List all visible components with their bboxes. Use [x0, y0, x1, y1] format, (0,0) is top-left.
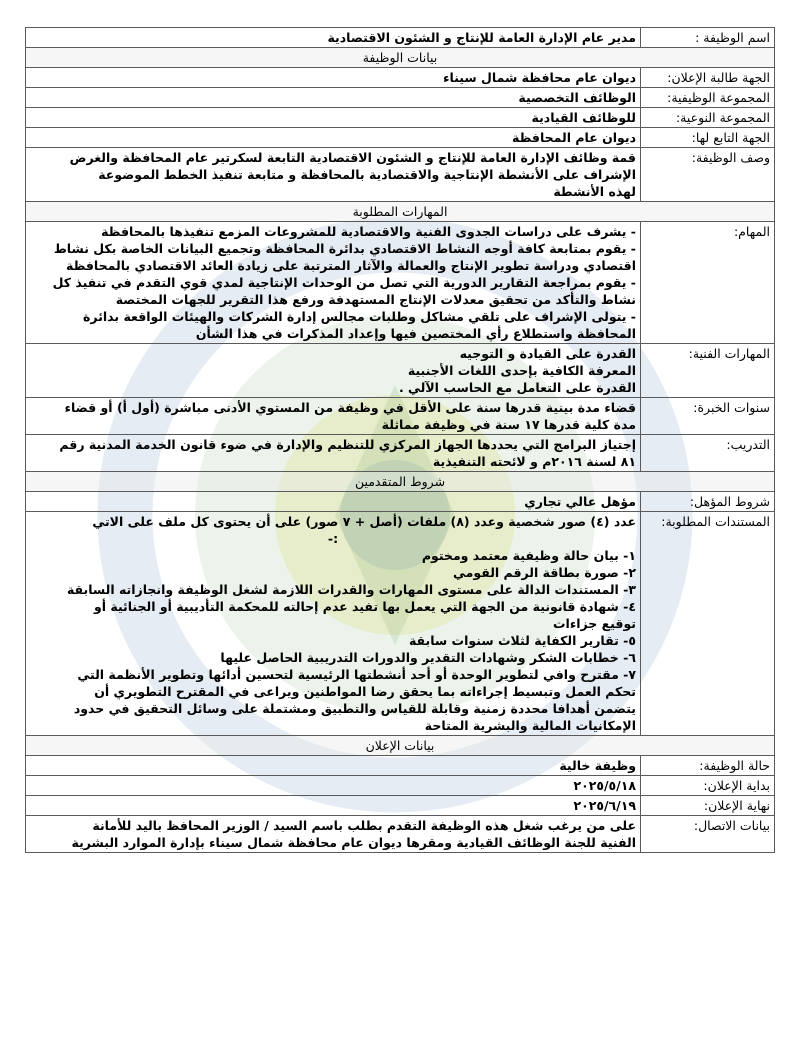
section-applicants-title: شروط المتقدمين [26, 472, 775, 492]
row-description [26, 148, 775, 202]
row-start [26, 776, 775, 796]
contact-line: على من يرغب شغل هذه الوظيفة التقدم بطلب باسم السيد / الوزير المحافظ باليد للأمانة [92, 818, 636, 833]
row-training [26, 435, 775, 472]
tasks-label: المهام: [641, 222, 775, 344]
affiliation-value: ديوان عام المحافظة [26, 128, 641, 148]
document-line: :- [327, 531, 339, 546]
experience-label: سنوات الخبرة: [641, 398, 775, 435]
document-line: تحكم العمل وتبسيط إجراءاته بما يحقق رضا المواطنين ويراعى في المقترح التطويري أن [94, 684, 636, 699]
row-type-group [26, 108, 775, 128]
experience-value [26, 398, 641, 435]
section-applicants [26, 472, 775, 492]
start-date-value: ٢٠٢٥/٥/١٨ [26, 776, 641, 796]
row-group [26, 88, 775, 108]
qualification-value: مؤهل عالي تجاري [26, 492, 641, 512]
task-line: - يقوم بمراجعة التقارير الدورية التي تصل من الوحدات الإنتاجية لمدي قوي التقدم في تنفيذ كل [52, 275, 636, 290]
training-line: إجتياز البرامج التي يحددها الجهاز المركزي للتنظيم والإدارة في ضوء قانون الخدمة المدنية رقم [59, 437, 636, 452]
skill-line: القدرة على القيادة و التوجيه [459, 346, 636, 361]
experience-line: قضاء مدة بينية قدرها سنة على الأقل في وظيفة من المستوي الأدنى مباشرة (أول أ) أو قضاء [64, 400, 636, 415]
training-value [26, 435, 641, 472]
training-line: ٨١ لسنة ٢٠١٦م و لائحته التنفيذية [432, 454, 636, 469]
end-date-value: ٢٠٢٥/٦/١٩ [26, 796, 641, 816]
type-group-value: للوظائف القيادية [26, 108, 641, 128]
task-line: - يتولى الإشراف على تلقي مشاكل وطلبات مجالس إدارة الشركات والهيئات الواقعة بدائرة [83, 309, 636, 324]
document-line: ٥- تقارير الكفاية لثلاث سنوات سابقة [408, 633, 636, 648]
description-line: قمة وظائف الإدارة العامة للإنتاج و الشئون الاقتصادية التابعة لسكرتير عام المحافظة والغرض [69, 150, 636, 165]
skill-line: القدرة على التعامل مع الحاسب الآلي . [398, 380, 636, 395]
document-line: ٦- خطابات الشكر وشهادات التقدير والدورات التدريبية الحاصل عليها [220, 650, 636, 665]
row-announcer [26, 68, 775, 88]
document-line: توقيع جزاءات [552, 616, 636, 631]
row-documents [26, 512, 775, 736]
document-line: ١- بيان حالة وظيفية معتمد ومختوم [421, 548, 636, 563]
row-job-title [26, 28, 775, 48]
affiliation-label: الجهة التابع لها: [641, 128, 775, 148]
row-contact [26, 816, 775, 853]
row-experience [26, 398, 775, 435]
task-line: - يقوم بمتابعة كافة أوجه النشاط الاقتصادي بدائرة المحافظة وتجميع البيانات الخاصة بكل نشاط [53, 241, 636, 256]
contact-line: الفنية للجنة الوظائف القيادية ومقرها ديوان عام محافظة شمال سيناء بإدارة الموارد البشرية [71, 835, 636, 850]
status-value: وظيفة خالية [26, 756, 641, 776]
start-date-label: بداية الإعلان: [641, 776, 775, 796]
section-skills-title: المهارات المطلوبة [26, 202, 775, 222]
announcer-label: الجهة طالبة الإعلان: [641, 68, 775, 88]
row-qualification [26, 492, 775, 512]
tasks-value [26, 222, 641, 344]
tech-skills-label: المهارات الفنية: [641, 344, 775, 398]
documents-value [26, 512, 641, 736]
document-line: الإمكانيات المالية والبشرية المتاحة [424, 718, 636, 733]
type-group-label: المجموعة النوعية: [641, 108, 775, 128]
document-line: يتضمن أهدافا محددة زمنية وقابلة للقياس والتطبيق ومشتملة على وسائل التحقيق في حدود [73, 701, 636, 716]
status-label: حالة الوظيفة: [641, 756, 775, 776]
section-job-data-title: بيانات الوظيفة [26, 48, 775, 68]
document-line: عدد (٤) صور شخصية وعدد (٨) ملفات (أصل + ٧ صور) على أن يحتوى كل ملف على الاتي [92, 514, 636, 529]
row-tech-skills [26, 344, 775, 398]
section-announcement [26, 736, 775, 756]
contact-value [26, 816, 641, 853]
section-announcement-title: بيانات الإعلان [26, 736, 775, 756]
experience-line: مدة كلية قدرها ١٧ سنة في وظيفة مماثلة [381, 417, 636, 432]
job-title-value: مدير عام الإدارة العامة للإنتاج و الشئون الاقتصادية [26, 28, 641, 48]
task-line: المحافظة واستطلاع رأي المختصين فيها وإعداد المذكرات في هذا الشأن [195, 326, 636, 341]
description-line: الإشراف على الأنشطة الإنتاجية والاقتصادية بالمحافظة و متابعة تنفيذ الخطط الموضوعة [98, 167, 636, 182]
section-skills [26, 202, 775, 222]
task-line: نشاط والتأكد من تحقيق معدلات الإنتاج المستهدفة ورفع هذا التقرير للجهات المختصة [115, 292, 636, 307]
row-tasks [26, 222, 775, 344]
contact-label: بيانات الاتصال: [641, 816, 775, 853]
training-label: التدريب: [641, 435, 775, 472]
document-line: ٢- صورة بطاقة الرقم القومي [453, 565, 636, 580]
task-line: اقتصادي ودراسة تطوير الإنتاج والعمالة والآثار المترتبة على زيادة العائد الاقتصادي بالمحافظة [65, 258, 636, 273]
document-line: ٧- مقترح وافي لتطوير الوحدة أو أحد أنشطتها الرئيسية لتحسين أدائها وتطوير الأنظمة التي [77, 667, 636, 682]
description-label: وصف الوظيفة: [641, 148, 775, 202]
row-status [26, 756, 775, 776]
section-job-data [26, 48, 775, 68]
tech-skills-value [26, 344, 641, 398]
row-end [26, 796, 775, 816]
document-line: ٤- شهادة قانونية من الجهة التي يعمل بها تفيد عدم إحالته للمحكمة التأديبية أو الجنائية أو [93, 599, 636, 614]
group-value: الوظائف التخصصية [26, 88, 641, 108]
description-value [26, 148, 641, 202]
document-line: ٣- المستندات الدالة على مستوى المهارات والقدرات اللازمة لشغل الوظيفة وانجازاته السابقة [66, 582, 636, 597]
documents-label: المستندات المطلوبة: [641, 512, 775, 736]
announcer-value: ديوان عام محافظة شمال سيناء [26, 68, 641, 88]
end-date-label: نهاية الإعلان: [641, 796, 775, 816]
row-affiliation [26, 128, 775, 148]
task-line: - يشرف على دراسات الجدوى الفنية والاقتصادية للمشروعات المزمع تنفيذها بالمحافظة [101, 224, 636, 239]
group-label: المجموعة الوظيفية: [641, 88, 775, 108]
qualification-label: شروط المؤهل: [641, 492, 775, 512]
skill-line: المعرفة الكافية بإحدى اللغات الأجنبية [407, 363, 636, 378]
job-details-table [25, 27, 775, 853]
job-title-label: اسم الوظيفة : [641, 28, 775, 48]
description-line: لهذه الأنشطة [553, 184, 636, 199]
